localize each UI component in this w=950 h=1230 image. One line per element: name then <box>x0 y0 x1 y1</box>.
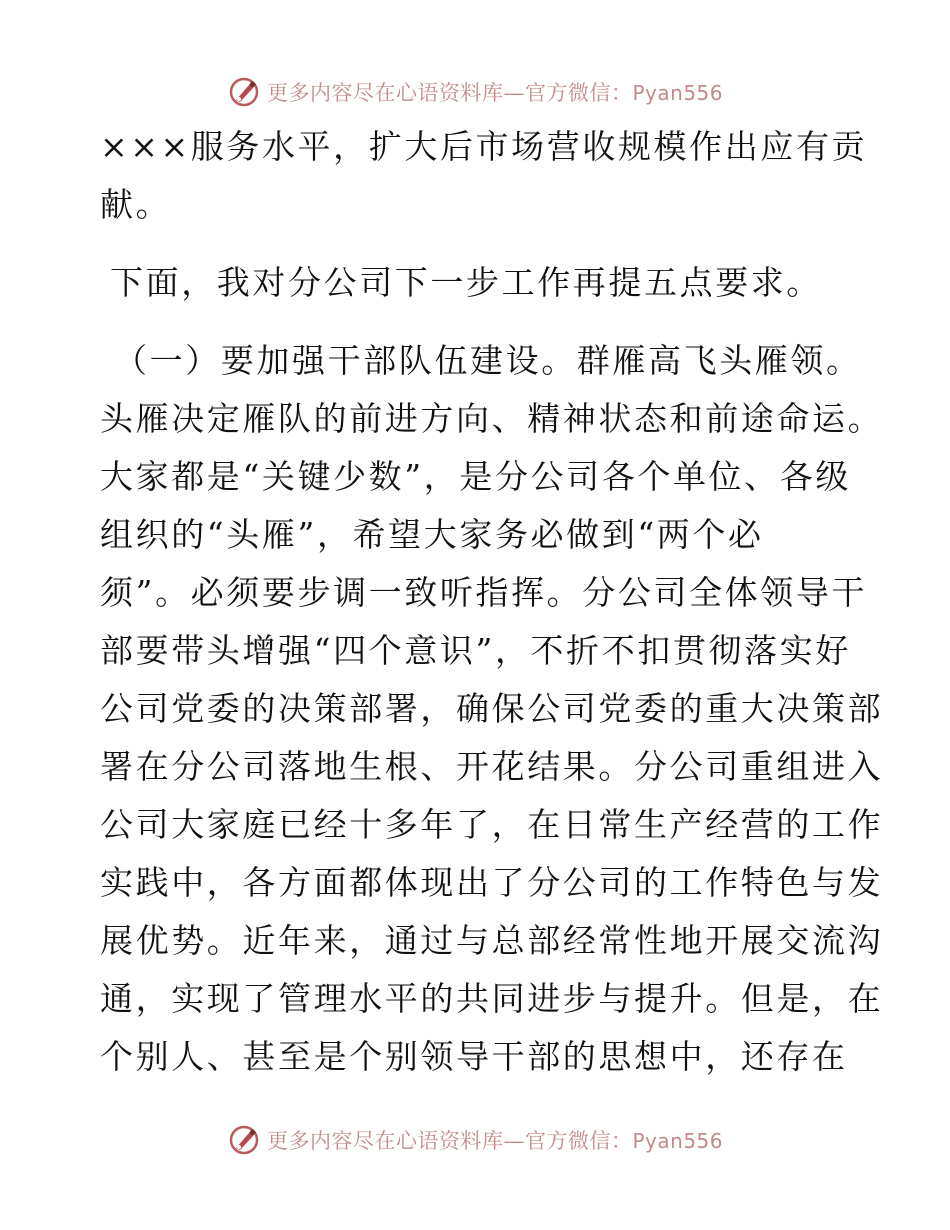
section-heading: （一）要加强干部队伍建设。群雁高飞头雁领。 <box>114 341 862 380</box>
text-line: 实践中，各方面都体现出了分公司的工作特色与发 <box>100 863 884 902</box>
pen-logo-icon <box>227 75 261 109</box>
text-line: 头雁决定雁队的前进方向、精神状态和前途命运。 <box>100 399 884 438</box>
text-line: 署在分公司落地生根、开花结果。分公司重组进入 <box>100 747 884 786</box>
text-line: 公司党委的决策部署，确保公司党委的重大决策部 <box>100 689 884 728</box>
pen-logo-icon <box>227 1123 261 1157</box>
text-line: 须”。必须要步调一致听指挥。分公司全体领导干 <box>100 573 868 612</box>
text-line: 个别人、甚至是个别领导干部的思想中，还存在 <box>100 1037 848 1076</box>
text-line: 下面，我对分公司下一步工作再提五点要求。 <box>110 263 822 302</box>
text-line: 组织的“头雁”，希望大家务必做到“两个必 <box>100 515 764 554</box>
watermark-text: 更多内容尽在心语资料库—官方微信：Pyan556 <box>266 81 723 105</box>
header-watermark <box>0 72 950 112</box>
text-line: 献。 <box>100 185 172 224</box>
text-line: 部要带头增强“四个意识”，不折不扣贯彻落实好 <box>100 631 851 670</box>
text-line: 通，实现了管理水平的共同进步与提升。但是，在 <box>100 979 884 1018</box>
document-body <box>100 118 884 1086</box>
text-line: ×××服务水平，扩大后市场营收规模作出应有贡 <box>100 127 868 166</box>
footer-watermark <box>0 1120 950 1160</box>
text-line: 展优势。近年来，通过与总部经常性地开展交流沟 <box>100 921 884 960</box>
watermark-text: 更多内容尽在心语资料库—官方微信：Pyan556 <box>266 1129 723 1153</box>
text-line: 公司大家庭已经十多年了，在日常生产经营的工作 <box>100 805 884 844</box>
text-line: 大家都是“关键少数”，是分公司各个单位、各级 <box>100 457 851 496</box>
